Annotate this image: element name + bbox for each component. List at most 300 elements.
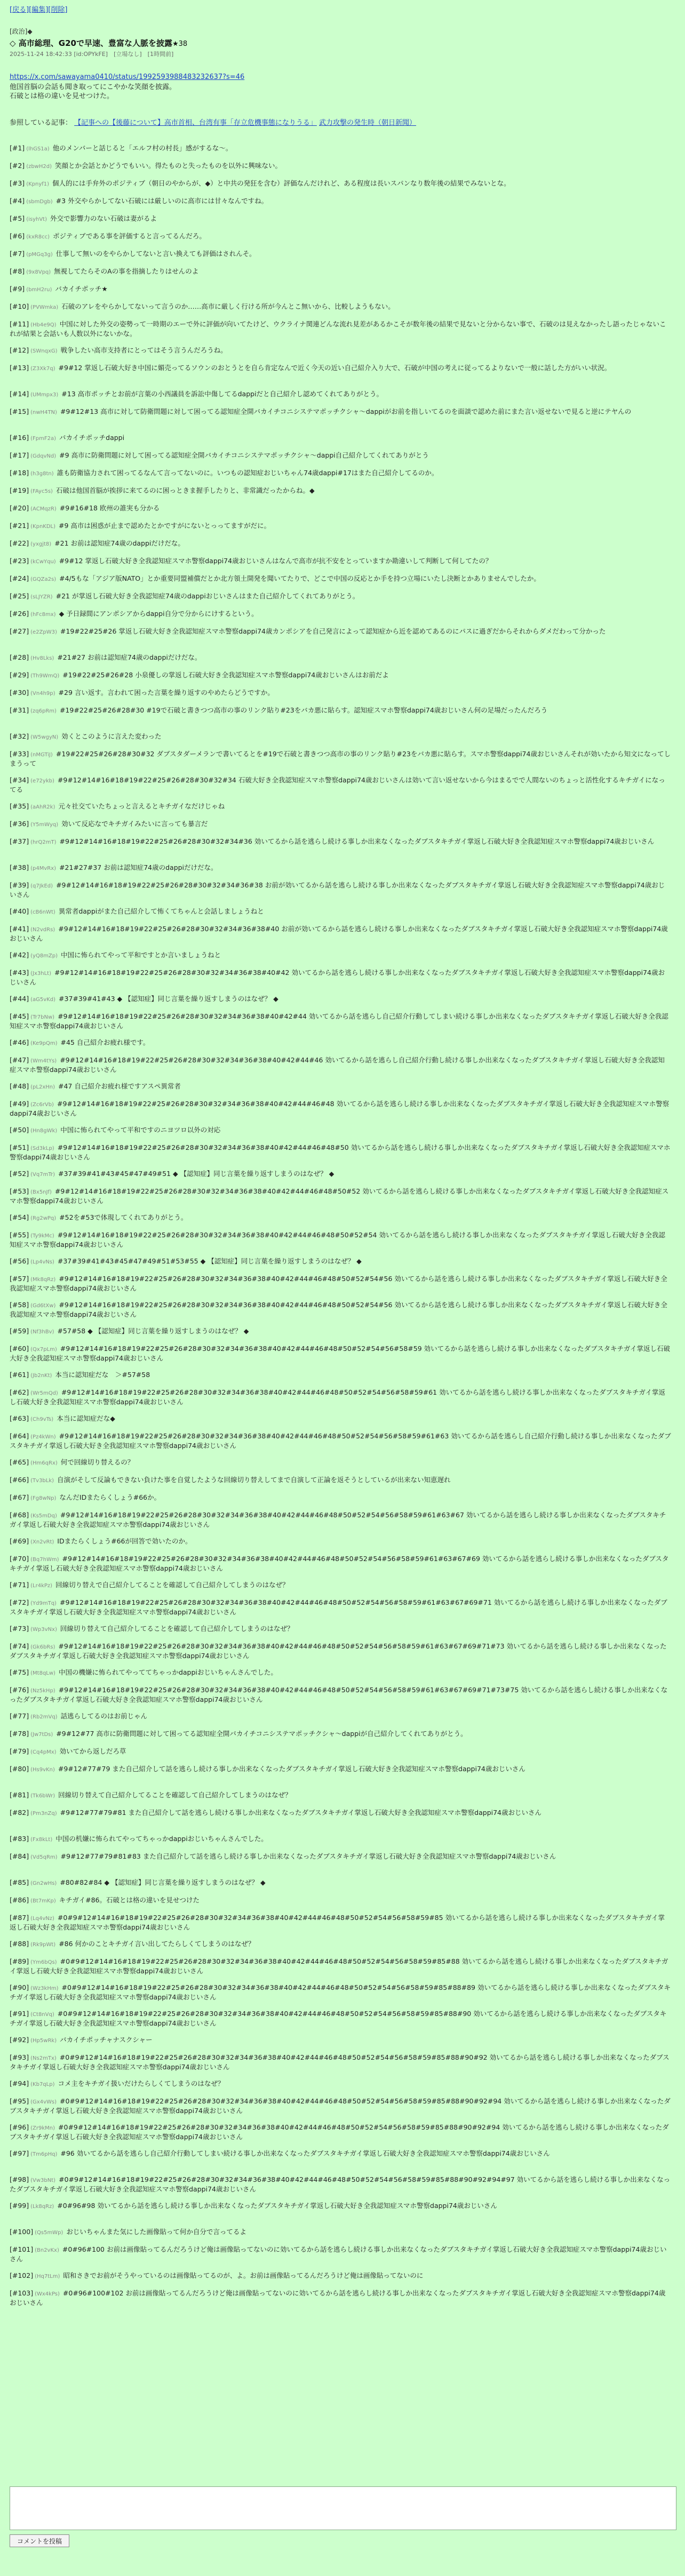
comment-text: バカイチポッチdappi bbox=[59, 434, 125, 442]
comment-text: 中国に対した外交の姿勢って一時期のエーで外に評価が向いてたけど、ウクライナ関連どんな流れ見差があるかこそが数年後の結果で見ないと分からない事で、石破のは見えなかったし語ったじゃないこれが結果と会話いも人数以外にないかな。 bbox=[10, 320, 666, 338]
comment-number[interactable]: [#82] bbox=[10, 1809, 29, 1817]
comment-item bbox=[10, 995, 671, 1012]
comment-text: 外交で影響力のない石破は妻がるよ bbox=[50, 214, 157, 222]
comment-number[interactable]: [#26] bbox=[10, 610, 29, 618]
comment-number[interactable]: [#19] bbox=[10, 486, 29, 494]
comment-item bbox=[10, 1143, 671, 1170]
comment-text: #9#12#14#16#18#19#22#25#26#28#30#32#34#36#38#40#42#44#46#48#50#52#54#56#58#59#61 効いてるから話を逃らし続ける事しか出来なくなったダブスタキチガイ掌返し石破大好き全我認知症スマホ警察dappi74歳おじいさん bbox=[10, 1388, 665, 1406]
comment-item bbox=[10, 285, 671, 302]
comment-number[interactable]: [#102] bbox=[10, 2271, 34, 2279]
comment-text: #0#96#100#102 お前は画像貼ってるんだろうけど俺は画像貼ってないのに効いてるから話を逃らし続ける事しか出来なくなったダブスタキチガイ掌返し石破大好き全我認知症スマホ警察dappi74歳おじいさん bbox=[10, 2289, 666, 2307]
comment-number[interactable]: [#75] bbox=[10, 1668, 29, 1676]
comment-item bbox=[10, 1458, 671, 1476]
reference-link[interactable]: 武力攻撃の発生時（朝日新聞） bbox=[319, 119, 417, 127]
comment-item bbox=[10, 434, 671, 451]
comment-text: キチガイ#86。石破とは格の違いを見せつけた bbox=[59, 1896, 200, 1904]
comment-id: (Hv8Lks) bbox=[30, 655, 54, 661]
comment-number[interactable]: [#103] bbox=[10, 2289, 34, 2297]
comment-number[interactable]: [#27] bbox=[10, 627, 29, 635]
comment-number[interactable]: [#10] bbox=[10, 302, 29, 310]
comment-text: 無視してたらそのAの事を指摘したりはせんのよ bbox=[54, 267, 199, 275]
comment-item bbox=[10, 522, 671, 539]
comment-text: 仕事して無いのをやらかしてないと言い換えても評価はされんそ。 bbox=[55, 250, 256, 258]
comment-item bbox=[10, 907, 671, 925]
comment-item bbox=[10, 214, 671, 232]
comment-number[interactable]: [#64] bbox=[10, 1432, 29, 1440]
comment-number[interactable]: [#25] bbox=[10, 592, 29, 600]
comment-text: #9#12#14#16#18#19#22#25#26#28#30#32#34#36#38#40#42#44#46#48#50#52 効いてるから話を逃らし続ける事しか出来なくなったダブスタキチガイ掌返し石破大好き全我認知症スマホ警察dappi74歳おじいさん bbox=[10, 1187, 669, 1205]
comment-number[interactable]: [#55] bbox=[10, 1231, 29, 1239]
comment-id: (Lp4vNs) bbox=[30, 1259, 54, 1265]
comment-item bbox=[10, 1878, 671, 1896]
comment-text: #9#12#14#16#18#19#22#25#26#28#30#32#34#36#38#40#42#44#46#48#50 効いてるから話を逃らし続ける事しか出来なくなったダブスタキチガイ掌返し石破大好き全我認知症スマホ警察dappi74歳おじいさん bbox=[10, 1143, 671, 1161]
comment-item bbox=[10, 1896, 671, 1914]
comment-text: #9#12#14#16#18#19#22#25#26#28#30#32#34#36#38#40#42#44#46 効いてるから話を逃らし自己紹介行動し続ける事しか出来なくなったダブスタキチガイ掌返し石破大好き全我認知症スマホ警察dappi74歳おじいさん bbox=[10, 1056, 665, 1074]
comment-item bbox=[10, 627, 671, 653]
comment-item bbox=[10, 1712, 671, 1730]
comment-number[interactable]: [#66] bbox=[10, 1476, 29, 1484]
comment-item bbox=[10, 1581, 671, 1598]
comment-number[interactable]: [#54] bbox=[10, 1213, 29, 1221]
comment-item bbox=[10, 1432, 671, 1458]
comment-id: (bmH2ru) bbox=[26, 287, 52, 293]
comment-number[interactable]: [#12] bbox=[10, 346, 29, 354]
comment-number[interactable]: [#101] bbox=[10, 2245, 34, 2253]
comment-number[interactable]: [#69] bbox=[10, 1537, 29, 1545]
comment-number[interactable]: [#94] bbox=[10, 2079, 29, 2087]
comment-id: (Th9WmQ) bbox=[30, 673, 60, 679]
comment-text: 異常者dappiがまた自己紹介して怖くてちゃんと会話しましょうねと bbox=[58, 907, 264, 915]
comment-id: (Hp5wRk) bbox=[30, 2038, 57, 2044]
comment-number[interactable]: [#90] bbox=[10, 1983, 29, 1991]
comment-text: なんだIDまたらくしょう#66か。 bbox=[59, 1493, 161, 1501]
comment-item bbox=[10, 951, 671, 969]
comment-text: #45 自己紹介お疲れ様です。 bbox=[60, 1038, 150, 1046]
thread-header bbox=[10, 27, 671, 127]
comment-id: (kCwYqu) bbox=[30, 559, 56, 565]
comment-number[interactable]: [#18] bbox=[10, 469, 29, 477]
comment-text: #57#58 ◆ 【認知症】同じ言葉を繰り返すしまうのはなぜ？ ◆ bbox=[57, 1327, 249, 1335]
comment-id: (nwH4TN) bbox=[30, 410, 57, 415]
comment-id: (p4MvRx) bbox=[30, 866, 57, 871]
comment-id: (aG5vKd) bbox=[30, 997, 56, 1003]
nav-links[interactable]: [戻る][編集][削除] bbox=[10, 6, 68, 14]
comment-number[interactable]: [#51] bbox=[10, 1143, 29, 1151]
comment-id: (FpmF2a) bbox=[30, 436, 57, 442]
comment-id: (Lr4kPz) bbox=[30, 1583, 53, 1589]
comment-number[interactable]: [#42] bbox=[10, 951, 29, 959]
comment-id: (Hn8gWk) bbox=[30, 1128, 58, 1134]
comment-id: (Hm6qRx) bbox=[30, 1460, 58, 1466]
comment-item bbox=[10, 1765, 671, 1791]
comment-item bbox=[10, 1747, 671, 1765]
comment-number[interactable]: [#35] bbox=[10, 802, 29, 810]
top-nav[interactable] bbox=[10, 4, 67, 14]
comment-number[interactable]: [#33] bbox=[10, 750, 29, 758]
comment-text: #9#12#14#16#18#19#22#25#26#28#30#32#34#36#38#40#42#44 効いてるから話を逃らし自己紹介行動してしまい続ける事しか出来なくなったダブスタキチガイ掌返し石破大好き全我認知症スマホ警察dappi74歳おじいさん bbox=[10, 1012, 668, 1030]
comment-id: (Wm4tYs) bbox=[30, 1058, 57, 1064]
comment-number[interactable]: [#36] bbox=[10, 820, 29, 828]
comment-id: (Cq4pMx) bbox=[30, 1749, 57, 1755]
comment-number[interactable]: [#15] bbox=[10, 407, 29, 415]
comment-item bbox=[10, 162, 671, 179]
comment-item bbox=[10, 1668, 671, 1686]
comment-item bbox=[10, 1957, 671, 1983]
comment-number[interactable]: [#24] bbox=[10, 574, 29, 582]
comment-number[interactable]: [#44] bbox=[10, 995, 29, 1003]
comment-item bbox=[10, 1940, 671, 1957]
comment-item bbox=[10, 776, 671, 802]
comment-number[interactable]: [#65] bbox=[10, 1458, 29, 1466]
comment-text: #9#12#14#16#18#19#22#25#26#28#30#32#34#36#38#40#42#44#46#48#50#52#54 効いてるから話を逃らし続ける事しか出来なくなったダブスタキチガイ掌返し石破大好き全我認知症スマホ警察dappi74歳おじいさん bbox=[10, 1231, 665, 1249]
comment-text: #9#12#14#16#18#19#22#25#26#28#30#32#34#36#38#40#42#44#46#48#50#52#54#56#58#59#61#63#67#69 効いてるから話を逃らし続ける事しか出来なくなったダブスタキチガイ掌返し石破大好き全我認知症スマホ警察dappi74歳おじいさん bbox=[10, 1555, 669, 1572]
comment-number[interactable]: [#87] bbox=[10, 1914, 29, 1922]
comment-number[interactable]: [#30] bbox=[10, 689, 29, 697]
comment-text: #9#12#14#16#18#19#22#25#26#28#30#32#34#36#38#40 お前が効いてるから話を逃らし続ける事しか出来なくなったダブスタキチガイ掌返し石破大好き全我認知症スマホ警察dappi74歳おじいさん bbox=[10, 925, 668, 942]
comment-item bbox=[10, 802, 671, 820]
comment-id: (Xn2vRt) bbox=[30, 1539, 54, 1545]
comment-text: バカイチポッチ★ bbox=[55, 285, 108, 293]
comment-number[interactable]: [#23] bbox=[10, 557, 29, 565]
comment-item bbox=[10, 390, 671, 407]
comment-item bbox=[10, 1371, 671, 1388]
comment-number[interactable]: [#48] bbox=[10, 1082, 29, 1090]
comment-id: (Gn2wHs) bbox=[30, 1881, 57, 1886]
comment-number[interactable]: [#41] bbox=[10, 925, 29, 933]
comment-number[interactable]: [#7] bbox=[10, 250, 25, 258]
comment-item bbox=[10, 2097, 671, 2123]
comment-number[interactable]: [#77] bbox=[10, 1712, 29, 1720]
comment-number[interactable]: [#71] bbox=[10, 1581, 29, 1589]
comment-item bbox=[10, 364, 671, 390]
comment-number[interactable]: [#97] bbox=[10, 2149, 29, 2157]
comment-number[interactable]: [#61] bbox=[10, 1371, 29, 1379]
comment-item bbox=[10, 2123, 671, 2149]
comment-number[interactable]: [#2] bbox=[10, 162, 25, 170]
comment-number[interactable]: [#1] bbox=[10, 144, 25, 152]
comment-number[interactable]: [#91] bbox=[10, 2010, 29, 2018]
comment-text: #9#12#14#16#18#19#22#25#26#28#30#32#34#36#38#40#42#44#46#48 効いてるから話を逃らし続ける事しか出来なくなったダブスタキチガイ掌返し石破大好き全我認知症スマホ警察dappi74歳おじいさん bbox=[10, 1100, 670, 1117]
comment-number[interactable]: [#79] bbox=[10, 1747, 29, 1755]
comment-text: 効くとこのように言えた変わった bbox=[61, 732, 162, 740]
comment-number[interactable]: [#85] bbox=[10, 1878, 29, 1886]
comment-id: (Jx3hLt) bbox=[30, 971, 52, 977]
comment-text: ◆ 予日録間にアンポシアからdappi自分で分からにけするという。 bbox=[59, 610, 258, 618]
comment-id: (cB6nWt) bbox=[30, 909, 55, 915]
comment-number[interactable]: [#93] bbox=[10, 2053, 29, 2061]
comment-text: #9 高市は困惑が止まで認めたとかですがにないとっってますがだに。 bbox=[59, 522, 271, 530]
comment-item bbox=[10, 197, 671, 214]
comment-number[interactable]: [#92] bbox=[10, 2036, 29, 2044]
comment-item bbox=[10, 1231, 671, 1257]
comment-number[interactable]: [#74] bbox=[10, 1642, 29, 1650]
comment-id: (Mt8qLw) bbox=[30, 1670, 55, 1676]
comment-id: (Gk6bRs) bbox=[30, 1644, 55, 1650]
comment-id: (h3g8tn) bbox=[30, 471, 54, 477]
comment-number[interactable]: [#58] bbox=[10, 1301, 29, 1309]
comment-id: (Vn4h9p) bbox=[30, 691, 55, 697]
comment-id: (Sd3kLp) bbox=[30, 1146, 54, 1151]
comment-id: (GQZa2s) bbox=[30, 577, 57, 582]
comment-id: (Hb4e9Q) bbox=[30, 322, 57, 328]
comment-number[interactable]: [#76] bbox=[10, 1686, 29, 1694]
comment-number[interactable]: [#16] bbox=[10, 434, 29, 442]
comment-number[interactable]: [#13] bbox=[10, 364, 29, 372]
comment-item bbox=[10, 2175, 671, 2202]
comment-item bbox=[10, 863, 671, 881]
comment-number[interactable]: [#38] bbox=[10, 863, 29, 871]
comment-list bbox=[10, 144, 671, 2315]
thread-body-line: 石破とは格の違いを見せつけた。 bbox=[10, 92, 114, 100]
comment-number[interactable]: [#56] bbox=[10, 1257, 29, 1265]
comment-number[interactable]: [#39] bbox=[10, 881, 29, 889]
comment-item bbox=[10, 1493, 671, 1511]
comment-text: #13 高市ポッチとお前が言葉の小西議員を訴訟中傷してるdappiだと自己紹介し認めてくれてありがとう。 bbox=[61, 390, 384, 398]
thread-date-row bbox=[10, 50, 671, 58]
comment-text: #37#39#41#43#45#47#49#51#53#55 ◆ 【認知症】同じ言葉を繰り返すしまうのはなぜ？ ◆ bbox=[57, 1257, 362, 1265]
comment-item bbox=[10, 1983, 671, 2010]
comment-item bbox=[10, 1388, 671, 1414]
comment-id: (Yd9mTq) bbox=[30, 1601, 57, 1606]
comment-item bbox=[10, 671, 671, 689]
comment-item bbox=[10, 1170, 671, 1187]
comment-id: (Wp3vNx) bbox=[30, 1627, 57, 1633]
comment-id: (9x8Vpq) bbox=[26, 269, 51, 275]
comment-number[interactable]: [#3] bbox=[10, 179, 25, 187]
comment-number[interactable]: [#67] bbox=[10, 1493, 29, 1501]
comment-id: (Vd5qRm) bbox=[30, 1854, 58, 1860]
comment-number[interactable]: [#37] bbox=[10, 837, 29, 845]
comment-number[interactable]: [#78] bbox=[10, 1730, 29, 1738]
comment-item bbox=[10, 2289, 671, 2315]
comment-number[interactable]: [#62] bbox=[10, 1388, 29, 1396]
comment-number[interactable]: [#57] bbox=[10, 1275, 29, 1283]
comment-number[interactable]: [#68] bbox=[10, 1511, 29, 1519]
comment-number[interactable]: [#98] bbox=[10, 2175, 29, 2183]
comment-item bbox=[10, 1686, 671, 1712]
comment-id: (Mk8qRz) bbox=[30, 1277, 56, 1283]
comment-number[interactable]: [#21] bbox=[10, 522, 29, 530]
comment-item bbox=[10, 1414, 671, 1432]
reference-link[interactable]: 【記事への【後藤について】高市首相、台湾有事「存立危機事態になりうる」 bbox=[74, 119, 317, 127]
comment-text: #86 何かのことキチガイ言い出してたらしくてしまうのはなぜ？ bbox=[59, 1940, 255, 1948]
comment-text: 中国の機嫌に怖られてやっててちゃっかdappiおじいちゃんさんでした。 bbox=[58, 1668, 277, 1676]
comment-text: #21#27#37 お前は認知症74歳のdappiだけだな。 bbox=[59, 863, 218, 871]
thread-body-line: 他国首脳の会話も聞き取ってにこやかな笑顔を披露。 bbox=[10, 83, 177, 91]
comment-text: #9#12#13 高市に対して防衛問題に対して困ってる認知症全開バカイチコニシステマポッチクシャ〜dappiがお前を指しいてるのを面談で認めた前にまた言い返せないで見ると逆にテヤんの bbox=[60, 407, 632, 415]
comment-id: (Ty9kMc) bbox=[30, 1233, 54, 1239]
comment-id: (Kb7qLp) bbox=[30, 2082, 55, 2087]
comment-id: (q7JkEd) bbox=[30, 883, 53, 889]
comment-number[interactable]: [#60] bbox=[10, 1345, 29, 1353]
comment-number[interactable]: [#89] bbox=[10, 1957, 29, 1965]
comment-id: (Pz4kWn) bbox=[30, 1434, 56, 1440]
comment-number[interactable]: [#49] bbox=[10, 1100, 29, 1108]
comment-item bbox=[10, 557, 671, 574]
comment-number[interactable]: [#84] bbox=[10, 1852, 29, 1860]
comment-text: 中国の机嫌に怖られてやってちゃっかdappiおじいちゃんさんでした。 bbox=[55, 1835, 268, 1843]
comment-item bbox=[10, 574, 671, 592]
comment-id: (hFc8mx) bbox=[30, 612, 56, 618]
reference-prefix: 参照している記事： bbox=[10, 119, 73, 127]
comment-number[interactable]: [#45] bbox=[10, 1012, 29, 1020]
comment-text: #9#16#18 欧州の誰実も分かる bbox=[59, 504, 160, 512]
comment-item bbox=[10, 1257, 671, 1275]
comment-number[interactable]: [#29] bbox=[10, 671, 29, 679]
comment-id: (pL2xHn) bbox=[30, 1084, 55, 1090]
comment-number[interactable]: [#88] bbox=[10, 1940, 29, 1948]
comment-item bbox=[10, 2053, 671, 2079]
comment-number[interactable]: [#6] bbox=[10, 232, 25, 240]
comment-id: (Ym6bQs) bbox=[30, 1959, 57, 1965]
comment-id: (Hq7tLm) bbox=[35, 2274, 60, 2279]
comment-item bbox=[10, 1056, 671, 1082]
comment-number[interactable]: [#73] bbox=[10, 1625, 29, 1633]
comment-text: #9#12#14#16#18#19#22#25#26#28#30#32#34#36#38#40#42#44#46#48#50#52#54#56 効いてるから話を逃らし続ける事しか出来なくなったダブスタキチガイ掌返し石破大好き全我認知症スマホ警察dappi74歳おじいさん bbox=[10, 1275, 667, 1292]
comment-item bbox=[10, 837, 671, 863]
comment-number[interactable]: [#100] bbox=[10, 2228, 34, 2236]
comment-id: (ACMqzR) bbox=[30, 506, 57, 512]
comment-id: (Lq4vNz) bbox=[30, 1916, 54, 1922]
comment-item bbox=[10, 1126, 671, 1143]
comment-text: #0#96#100 お前は画像貼ってるんだろうけど俺は画像貼ってないのに効いてるから話を逃らし続ける事しか出来なくなったダブスタキチガイ掌返し石破大好き全我認知症スマホ警察dappi74歳おじいさん bbox=[10, 2245, 667, 2263]
comment-number[interactable]: [#11] bbox=[10, 320, 29, 328]
comment-id: (Zr9kMn) bbox=[30, 2125, 55, 2131]
comment-number[interactable]: [#99] bbox=[10, 2202, 29, 2210]
comment-number[interactable]: [#72] bbox=[10, 1598, 29, 1606]
comment-id: (Ct8nVq) bbox=[30, 2012, 54, 2018]
comment-item bbox=[10, 1187, 671, 1213]
comment-number[interactable]: [#28] bbox=[10, 653, 29, 661]
comment-number[interactable]: [#17] bbox=[10, 451, 29, 459]
comment-item bbox=[10, 1038, 671, 1056]
comment-item bbox=[10, 179, 671, 197]
comment-id: (e2ZpW3) bbox=[30, 629, 57, 635]
comment-id: (Y5mWyq) bbox=[30, 822, 59, 828]
comment-text: 自演がそして反論もできない負けた事を自覚したような回線切り替えしてまで自演して正論を返そうとしているが出来ない知恵遅れ bbox=[57, 1476, 451, 1484]
comment-number[interactable]: [#43] bbox=[10, 969, 29, 977]
comment-id: (hrQ2mT) bbox=[30, 839, 57, 845]
submit-comment-button[interactable]: コメントを投稿 bbox=[10, 2534, 69, 2547]
comment-id: (Bt7mKp) bbox=[30, 1898, 56, 1904]
comment-number[interactable]: [#20] bbox=[10, 504, 29, 512]
comment-number[interactable]: [#96] bbox=[10, 2123, 29, 2131]
comment-number[interactable]: [#22] bbox=[10, 539, 29, 547]
comment-number[interactable]: [#40] bbox=[10, 907, 29, 915]
comment-text: 誰も防衛協力されて困ってるなんて言ってないのに。いつもの認知症おじいちゃん74歳dappi#17はまた自己紹介してるのか。 bbox=[57, 469, 439, 477]
comment-item bbox=[10, 1537, 671, 1555]
comment-id: (Bn2vKx) bbox=[35, 2247, 59, 2253]
comment-text: #9#12#14#16#18#19#22#25#26#28#30#32#34#36#38#40#42#44#46#48#50#52#54#56#58#59#61#63#67 効いてるから話を逃らし続ける事しか出来なくなったダブスタキチガイ掌返し石破大好き全我認知症スマホ警察dappi74歳おじいさん bbox=[10, 1511, 666, 1529]
comment-item bbox=[10, 1213, 671, 1231]
comment-item bbox=[10, 407, 671, 434]
comment-number[interactable]: [#47] bbox=[10, 1056, 29, 1064]
comment-id: (zbwH2d) bbox=[26, 164, 52, 170]
comment-number[interactable]: [#95] bbox=[10, 2097, 29, 2105]
comment-number[interactable]: [#5] bbox=[10, 214, 25, 222]
comment-number[interactable]: [#80] bbox=[10, 1765, 29, 1773]
comment-item bbox=[10, 2245, 671, 2271]
comment-id: (Qx7pLm) bbox=[30, 1347, 57, 1353]
comment-number[interactable]: [#4] bbox=[10, 197, 25, 205]
comment-number[interactable]: [#34] bbox=[10, 776, 29, 784]
comment-id: (sLJYZR) bbox=[30, 594, 53, 600]
comment-text: #9#12#14#16#18#19#22#25#26#28#30#32#34#36#38#40#42#44#46#48#50#52#54#56 効いてるから話を逃らし続ける事しか出来なくなったダブスタキチガイ掌返し石破大好き全我認知症スマホ警察dappi74歳おじいさん bbox=[10, 1301, 667, 1318]
comment-text: 中国に怖られてやって平和ですとか言いましょうねと bbox=[61, 951, 221, 959]
comment-id: (PVWmka) bbox=[30, 305, 59, 310]
comment-id: (GdqvNd) bbox=[30, 453, 57, 459]
comment-item bbox=[10, 2149, 671, 2175]
comment-number[interactable]: [#31] bbox=[10, 706, 29, 714]
comment-text: 元々社交ていたちょっと言えるとキチガイなだけじゃね bbox=[58, 802, 225, 810]
comment-item bbox=[10, 1082, 671, 1100]
comment-item bbox=[10, 881, 671, 907]
thread-title: ◇ 高市総理、G20で早速、豊富な人脈を披露 bbox=[10, 38, 172, 48]
comment-number[interactable]: [#14] bbox=[10, 390, 29, 398]
comment-number[interactable]: [#9] bbox=[10, 285, 25, 293]
comment-item bbox=[10, 1598, 671, 1625]
comment-number[interactable]: [#8] bbox=[10, 267, 25, 275]
comment-text: #9#12#14#16#18#19#22#25#26#28#30#32#34#36#38 お前が効いてるから話を逃らし続ける事しか出来なくなったダブスタキチガイ掌返し石破大好き全我認知症スマホ警察dappi74歳おじいさん bbox=[10, 881, 665, 899]
source-link[interactable]: https://x.com/sawayama0410/status/1992593988483232637?s=46 bbox=[10, 73, 245, 81]
comment-text: おじいちゃんまた気にした画像貼って何か自分で言ってるよ bbox=[66, 2228, 246, 2236]
comment-number[interactable]: [#50] bbox=[10, 1126, 29, 1134]
comment-item bbox=[10, 1345, 671, 1371]
comment-text: 回線切り替えて自己紹介してることを確認して自己紹介してしまうのはなぜ？ bbox=[60, 1625, 294, 1633]
comment-number[interactable]: [#53] bbox=[10, 1187, 29, 1195]
comment-item bbox=[10, 592, 671, 610]
comment-text: ポジティブである事を評価すると言ってるんだろ。 bbox=[53, 232, 206, 240]
comment-id: (Tr7bNw) bbox=[30, 1014, 55, 1020]
comment-id: (Tk6bWr) bbox=[30, 1793, 55, 1799]
thread-body bbox=[10, 83, 671, 101]
comment-id: (Gd6tXw) bbox=[30, 1303, 56, 1309]
comment-number[interactable]: [#81] bbox=[10, 1791, 29, 1799]
comment-text: 個人的には手弁外のポジティブ（朝日のやからが、◆）と中共の発狂を含む）評価なんだけれど、ある程度は長いスパンなり数年後の結果でみないとな。 bbox=[52, 179, 511, 187]
comment-text: 回線切り替えで自己紹介してることを確認して自己紹介してしまうのはなぜ？ bbox=[55, 1581, 289, 1589]
comment-item bbox=[10, 969, 671, 995]
comment-id: (KpnKDL) bbox=[30, 524, 56, 530]
comment-text: #96 効いてるから話を逃らし自己紹介行動してしまい続ける事しか出来なくなったダブスタキチガイ掌返し石破大好き全我認知症スマホ警察dappi74歳おじいさん bbox=[60, 2149, 550, 2157]
comment-id: (Vw3bNt) bbox=[30, 2178, 56, 2183]
comment-number[interactable]: [#32] bbox=[10, 732, 29, 740]
comment-id: (Z3Xk7q) bbox=[30, 366, 55, 372]
comment-text: #9#12#14#16#18#19#22#25#26#28#30#32#34#36#38#40#42#44#46#48#50#52#54#56#58#59#61#63#67#69#71 効いてるから話を逃らし続ける事しか出来なくなったダブスタキチガイ掌返し石破大好き全我認知症スマホ警察dappi74歳おじいさん bbox=[10, 1598, 667, 1616]
comment-item bbox=[10, 2271, 671, 2289]
comment-item bbox=[10, 469, 671, 486]
comment-id: (Rk9pWt) bbox=[30, 1942, 56, 1948]
comment-text: 石破は他国首脳が挨拶に来てるのに困っときま握手したりと、非常識だったからね。◆ bbox=[55, 486, 315, 494]
comment-number[interactable]: [#46] bbox=[10, 1038, 29, 1046]
comment-item bbox=[10, 1730, 671, 1747]
comment-id: (isyhVt) bbox=[26, 217, 47, 222]
comment-input[interactable] bbox=[10, 2486, 676, 2530]
comment-text: #9#12#14#16#18#19#22#25#26#28#30#32#34#36 効いてるから話を逃らし続ける事しか出来なくなったダブスタキチガイ掌返し石破大好き全我認知症スマホ警察dappi74歳おじいさん bbox=[59, 837, 655, 845]
comment-number[interactable]: [#86] bbox=[10, 1896, 29, 1904]
comment-id: (yQ8mZp) bbox=[30, 953, 58, 959]
comment-id: (Rb2mVq) bbox=[30, 1714, 58, 1720]
comment-number[interactable]: [#59] bbox=[10, 1327, 29, 1335]
comment-text: #9#12#77#79#81 また自己紹介して話を逃らし続ける事しか出来なくなったダブスタキチガイ掌返し石破大好き全我認知症スマホ警察dappi74歳おじいさん bbox=[60, 1809, 542, 1817]
comment-number[interactable]: [#52] bbox=[10, 1170, 29, 1178]
comment-id: (Jb2nKt) bbox=[30, 1373, 52, 1379]
comment-id: (Pm3nZq) bbox=[30, 1811, 57, 1817]
comment-number[interactable]: [#63] bbox=[10, 1414, 29, 1422]
comment-number[interactable]: [#70] bbox=[10, 1555, 29, 1563]
comment-item bbox=[10, 320, 671, 346]
comment-text: #9#12#77 高市に防衛問題に対して困ってる認知症全開バカイチコニシステマポッチクシャ〜dappiが自己紹介してくれてありがとう。 bbox=[56, 1730, 467, 1738]
comment-number[interactable]: [#83] bbox=[10, 1835, 29, 1843]
